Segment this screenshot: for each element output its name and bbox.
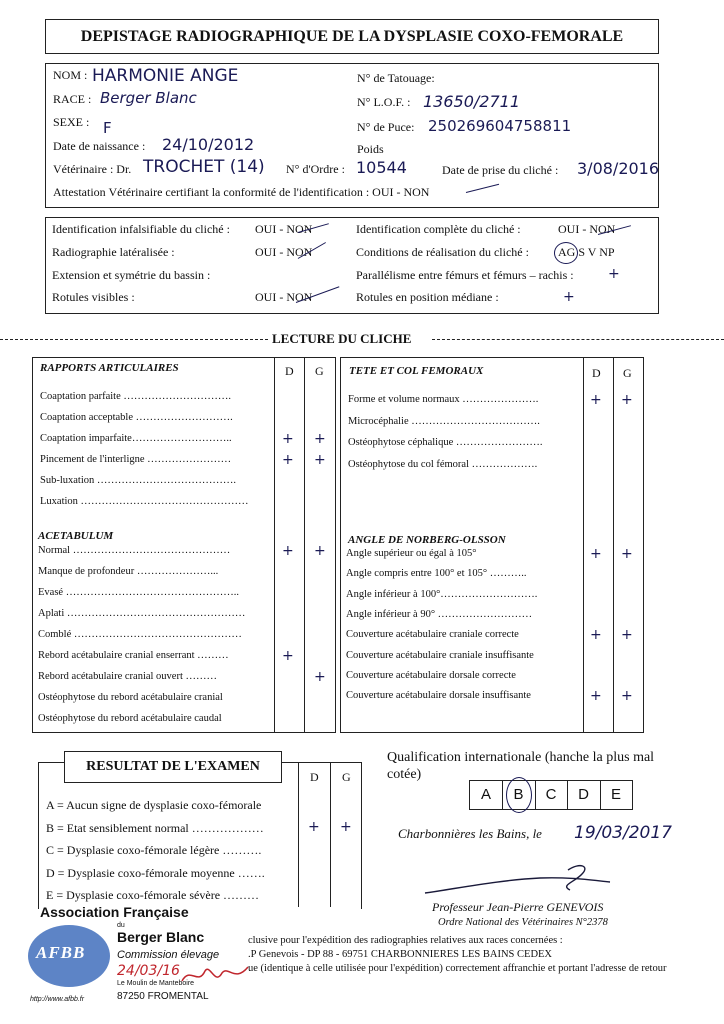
grade-cell-d: D (568, 781, 601, 809)
footer-line3: ue (identique à celle utilisée pour l'expédition) correctement affranchie et portant l'adresse de retour (248, 963, 667, 974)
acetabulum-row-label: Evasé ………………………………………….. (38, 587, 239, 598)
page-title: DEPISTAGE RADIOGRAPHIQUE DE LA DYSPLASIE COXO-FEMORALE (80, 28, 624, 45)
resultat-row-label: D = Dysplasie coxo-fémorale moyenne ……. (46, 865, 265, 880)
race-label: RACE : (53, 92, 92, 106)
res-col-g: G (342, 770, 351, 784)
acetabulum-row-label: Manque de profondeur …………………... (38, 566, 219, 577)
quality-right-value-4: + (563, 289, 575, 305)
norberg-row-label: Couverture acétabulaire craniale insuffisante (346, 649, 534, 661)
quality-right-value-2: AG S V NP (558, 245, 615, 259)
tete-col-row-label: Microcéphalie ………………………………. (348, 415, 540, 427)
stamp-line1: Association Française (40, 904, 189, 920)
quality-right-label-3: Parallélisme entre fémurs et fémurs – rachis : (356, 268, 574, 282)
left-col-g: G (315, 364, 324, 378)
rapports-mark-g: + (314, 431, 326, 447)
naissance-label: Date de naissance : (53, 139, 146, 153)
right-col-g: G (623, 366, 632, 380)
norberg-mark-g: + (621, 688, 633, 705)
stamp-line3: Commission élevage (117, 949, 220, 961)
resultat-mark-g: + (340, 818, 352, 835)
rapports-row-label: Pincement de l'interligne …………………… (40, 454, 232, 465)
quality-right-label-2: Conditions de réalisation du cliché : (356, 245, 529, 259)
grade-cell-c: C (535, 781, 568, 809)
norberg-mark-g: + (621, 627, 633, 644)
tete-col-row-label: Ostéophytose céphalique ……………………. (348, 437, 543, 448)
professor-name: Professeur Jean-Pierre GENEVOIS (432, 900, 604, 914)
cliche-date-value: 3/08/2016 (577, 159, 660, 178)
selected-grade-circle (506, 777, 532, 813)
ordre-national: Ordre National des Vétérinaires N°2378 (438, 917, 608, 928)
acetabulum-row-label: Comblé ………………………………………… (38, 629, 242, 640)
rapports-row-label: Coaptation acceptable ………………………. (40, 412, 233, 423)
res-col-d: D (310, 770, 319, 784)
stamp-url: http://www.afbb.fr (30, 996, 85, 1003)
acetabulum-row-label: Rebord acétabulaire cranial ouvert ……… (38, 671, 218, 682)
place-date-label: Charbonnières les Bains, le (398, 826, 542, 841)
veterinaire-label: Vétérinaire : Dr. (53, 162, 132, 176)
stamp-du: du (117, 922, 125, 929)
acetabulum-row-label: Normal ……………………………………… (38, 545, 231, 556)
right-col-sep-1 (583, 357, 584, 733)
norberg-mark-d: + (590, 546, 602, 562)
norberg-mark-d: + (590, 688, 602, 705)
quality-left-label-3: Extension et symétrie du bassin : (52, 268, 211, 282)
quality-right-label-1: Identification complète du cliché : (356, 222, 521, 236)
quality-left-label-2: Radiographie latéralisée : (52, 245, 175, 259)
quality-left-value-4: OUI - NON (255, 290, 313, 304)
stamp-addr1: Le Moulin de Manteboire (117, 980, 195, 987)
norberg-row-label: Angle supérieur ou égal à 105° (346, 548, 477, 559)
acetabulum-mark-d: + (282, 648, 294, 664)
rapports-mark-d: + (282, 452, 294, 468)
rapports-row-label: Sub-luxation …………………………………. (40, 475, 236, 486)
tete-col-row-label: Forme et volume normaux …………………. (348, 394, 539, 405)
grade-cell-e: E (600, 781, 633, 809)
afbb-logo (28, 925, 110, 987)
footer-line2: .P Genevois - DP 88 - 69751 CHARBONNIERES LES BAINS CEDEX (248, 949, 553, 960)
sign-date: 19/03/2017 (574, 823, 672, 843)
tete-col-mark-g: + (621, 392, 633, 408)
stamp-date: 24/03/16 (117, 963, 180, 979)
stamp-line2: Berger Blanc (117, 929, 205, 945)
tete-col-row-label: Ostéophytose du col fémoral ………………. (348, 458, 538, 470)
naissance-value: 24/10/2012 (162, 135, 255, 154)
tatouage-label: N° de Tatouage: (357, 71, 435, 85)
puce-value: 250269604758811 (428, 117, 572, 135)
left-col-sep-1 (274, 357, 275, 733)
lecture-rule-left (0, 339, 268, 340)
right-col-sep-2 (613, 357, 614, 733)
acetabulum-row-label: Ostéophytose du rebord acétabulaire cranial (38, 692, 223, 703)
res-col-sep-1 (298, 762, 299, 907)
veterinaire-value: TROCHET (14) (143, 157, 265, 177)
norberg-row-label: Angle inférieur à 100°………………………. (346, 588, 538, 600)
acetabulum-mark-d: + (282, 543, 294, 559)
res-col-sep-2 (330, 762, 331, 907)
resultat-title-box (64, 751, 282, 783)
lof-label: N° L.O.F. : (357, 95, 411, 109)
tete-col-mark-d: + (590, 392, 602, 408)
afbb-logo-text: AFBB (36, 943, 86, 962)
norberg-mark-g: + (621, 546, 633, 562)
footer-line1: clusive pour l'expédition des radiographies relatives aux races concernées : (248, 935, 563, 946)
nom-value: HARMONIE ANGE (92, 66, 239, 86)
qualification-grid (469, 780, 633, 810)
rapports-mark-g: + (314, 452, 326, 468)
ag-circle (554, 242, 578, 264)
quality-left-value-1: OUI - NON (255, 222, 313, 236)
rapports-row-label: Coaptation imparfaite……………………….. (40, 433, 232, 444)
right-col-d: D (592, 366, 601, 380)
cliche-date-label: Date de prise du cliché : (442, 163, 559, 177)
norberg-row-label: Couverture acétabulaire dorsale correcte (346, 669, 516, 681)
quality-left-value-2: OUI - NON (255, 245, 313, 259)
lecture-rule-right (432, 339, 724, 340)
ordre-label: N° d'Ordre : (286, 162, 345, 176)
norberg-row-label: Angle inférieur à 90° ……………………… (346, 608, 533, 620)
rapports-row-label: Coaptation parfaite …………………………. (40, 391, 232, 402)
resultat-row-label: B = Etat sensiblement normal ……………… (46, 820, 264, 835)
rapports-row-label: Luxation ………………………………………… (40, 496, 249, 507)
quality-right-label-4: Rotules en position médiane : (356, 290, 499, 304)
left-col-sep-2 (304, 357, 305, 733)
quality-left-label-1: Identification infalsifiable du cliché : (52, 222, 230, 236)
quality-right-value-1: OUI - NON (558, 222, 616, 236)
quality-right-value-3: + (608, 266, 620, 282)
lof-value: 13650/2711 (423, 92, 521, 111)
ordre-value: 10544 (356, 158, 407, 177)
sexe-label: SEXE : (53, 115, 90, 129)
rapports-mark-d: + (282, 431, 294, 447)
section-norberg: ANGLE DE NORBERG-OLSSON (348, 534, 506, 546)
norberg-row-label: Couverture acétabulaire craniale correcte (346, 629, 519, 641)
stamp-addr2: 87250 FROMENTAL (117, 991, 209, 1002)
grade-cell-b: B (503, 781, 536, 809)
puce-label: N° de Puce: (357, 120, 415, 134)
section-tete-col: TETE ET COL FEMORAUX (349, 365, 484, 377)
resultat-row-label: E = Dysplasie coxo-fémorale sévère ……… (46, 888, 260, 902)
section-rapports: RAPPORTS ARTICULAIRES (40, 362, 179, 374)
qualification-label: Qualification internationale (hanche la plus mal cotée) (387, 750, 655, 782)
sexe-value: F (103, 119, 112, 137)
attestation-text: Attestation Vétérinaire certifiant la conformité de l'identification : OUI - NON (53, 185, 430, 199)
resultat-mark-d: + (308, 818, 320, 835)
poids-label: Poids (357, 142, 384, 156)
acetabulum-row-label: Ostéophytose du rebord acétabulaire caudal (38, 713, 222, 724)
section-acetabulum: ACETABULUM (38, 530, 114, 542)
acetabulum-mark-g: + (314, 669, 326, 685)
race-value: Berger Blanc (100, 89, 197, 107)
norberg-row-label: Couverture acétabulaire dorsale insuffisante (346, 690, 531, 702)
resultat-row-label: A = Aucun signe de dysplasie coxo-fémorale (46, 798, 262, 812)
left-col-d: D (285, 364, 294, 378)
acetabulum-row-label: Rebord acétabulaire cranial enserrant ……… (38, 650, 229, 661)
signature (420, 860, 620, 900)
grade-cell-a: A (470, 781, 503, 809)
nom-label: NOM : (53, 68, 88, 82)
norberg-mark-d: + (590, 627, 602, 644)
acetabulum-row-label: Aplati …………………………………………… (38, 608, 246, 619)
resultat-row-label: C = Dysplasie coxo-fémorale légère ………. (46, 843, 262, 857)
title-box (45, 19, 659, 54)
resultat-title: RESULTAT DE L'EXAMEN (86, 759, 260, 774)
norberg-row-label: Angle compris entre 100° et 105° ……….. (346, 568, 527, 580)
lecture-title: LECTURE DU CLICHE (272, 331, 412, 346)
quality-left-label-4: Rotules visibles : (52, 290, 135, 304)
acetabulum-mark-g: + (314, 543, 326, 559)
